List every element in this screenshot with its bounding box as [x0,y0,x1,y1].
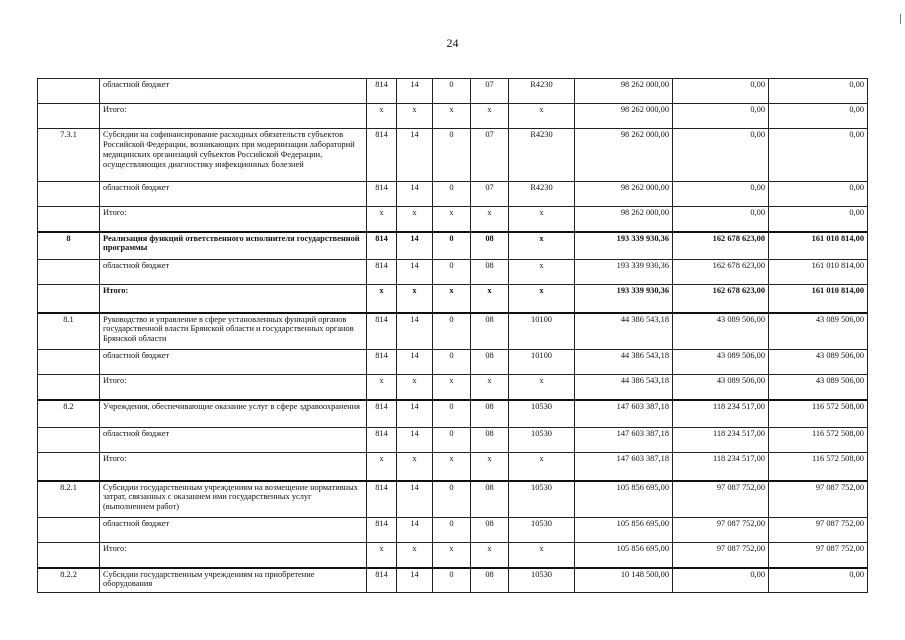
code-program: 08 [471,350,509,375]
code-grbs: 814 [367,182,397,207]
row-name: Субсидии государственным учреждениям на возмещение нормативных затрат, связанных с оказанием ими государственных услуг (выполнением работ) [100,481,367,518]
code-direction: 10100 [509,350,575,375]
code-section: x [397,104,433,129]
amount-year-2: 162 678 623,00 [673,260,769,285]
amount-year-1: 105 856 695,00 [575,481,673,518]
code-grbs: 814 [367,428,397,453]
code-program: 08 [471,568,509,593]
table-row [38,568,868,593]
code-subsection: x [433,207,471,232]
code-program: 07 [471,182,509,207]
code-direction: x [509,543,575,568]
code-direction: x [509,375,575,400]
code-direction: 10100 [509,313,575,350]
code-program: 08 [471,481,509,518]
row-name: областной бюджет [100,428,367,453]
table-row [38,375,868,400]
amount-year-2: 43 089 506,00 [673,313,769,350]
row-name: Итого: [100,207,367,232]
table-row [38,79,868,104]
row-number [38,79,100,104]
code-subsection: x [433,104,471,129]
code-section: 14 [397,518,433,543]
amount-year-2: 43 089 506,00 [673,350,769,375]
code-section: 14 [397,79,433,104]
code-direction: x [509,207,575,232]
code-section: x [397,207,433,232]
code-direction: 10530 [509,518,575,543]
code-direction: x [509,453,575,481]
code-subsection: 0 [433,129,471,182]
code-direction: R4230 [509,129,575,182]
code-section: 14 [397,182,433,207]
amount-year-2: 97 087 752,00 [673,518,769,543]
code-program: x [471,207,509,232]
code-direction: x [509,285,575,313]
table-row [38,207,868,232]
code-grbs: x [367,207,397,232]
code-direction: 10530 [509,400,575,428]
code-direction: 10530 [509,428,575,453]
code-direction: R4230 [509,182,575,207]
table-row [38,182,868,207]
amount-year-3: 0,00 [769,129,868,182]
code-subsection: 0 [433,350,471,375]
amount-year-3: 97 087 752,00 [769,481,868,518]
code-subsection: 0 [433,428,471,453]
amount-year-3: 43 089 506,00 [769,313,868,350]
code-grbs: 814 [367,232,397,260]
code-section: x [397,375,433,400]
code-section: 14 [397,260,433,285]
code-program: 07 [471,129,509,182]
code-grbs: 814 [367,481,397,518]
amount-year-3: 43 089 506,00 [769,350,868,375]
amount-year-3: 0,00 [769,207,868,232]
amount-year-1: 44 386 543,18 [575,313,673,350]
row-number: 8.2 [38,400,100,428]
table-row [38,428,868,453]
amount-year-1: 98 262 000,00 [575,79,673,104]
amount-year-1: 98 262 000,00 [575,104,673,129]
amount-year-1: 44 386 543,18 [575,350,673,375]
row-number: 8.1 [38,313,100,350]
row-number [38,428,100,453]
code-grbs: x [367,285,397,313]
amount-year-3: 161 010 814,00 [769,285,868,313]
code-section: 14 [397,313,433,350]
amount-year-3: 0,00 [769,182,868,207]
amount-year-3: 43 089 506,00 [769,375,868,400]
amount-year-2: 162 678 623,00 [673,232,769,260]
code-subsection: 0 [433,260,471,285]
amount-year-1: 193 339 930,36 [575,232,673,260]
code-grbs: x [367,453,397,481]
code-subsection: 0 [433,232,471,260]
code-grbs: x [367,543,397,568]
code-section: 14 [397,428,433,453]
code-section: 14 [397,232,433,260]
row-number [38,260,100,285]
amount-year-2: 0,00 [673,129,769,182]
amount-year-2: 162 678 623,00 [673,285,769,313]
code-subsection: 0 [433,400,471,428]
amount-year-2: 0,00 [673,207,769,232]
amount-year-1: 193 339 930,36 [575,285,673,313]
code-grbs: 814 [367,568,397,593]
row-number [38,207,100,232]
table-row [38,232,868,260]
table-row [38,453,868,481]
code-subsection: 0 [433,313,471,350]
code-subsection: 0 [433,518,471,543]
amount-year-3: 97 087 752,00 [769,543,868,568]
row-name: Учреждения, обеспечивающие оказание услуг в сфере здравоохранения [100,400,367,428]
code-section: x [397,285,433,313]
code-program: 08 [471,428,509,453]
code-section: 14 [397,568,433,593]
code-section: 14 [397,400,433,428]
code-direction: x [509,104,575,129]
code-program: 08 [471,518,509,543]
code-program: 08 [471,313,509,350]
code-grbs: 814 [367,129,397,182]
code-program: x [471,453,509,481]
table-row [38,543,868,568]
amount-year-2: 118 234 517,00 [673,428,769,453]
amount-year-2: 0,00 [673,104,769,129]
amount-year-1: 98 262 000,00 [575,207,673,232]
amount-year-1: 98 262 000,00 [575,182,673,207]
amount-year-2: 0,00 [673,182,769,207]
code-program: 08 [471,232,509,260]
code-grbs: 814 [367,518,397,543]
amount-year-1: 98 262 000,00 [575,129,673,182]
budget-table [37,78,868,593]
code-section: 14 [397,481,433,518]
code-subsection: 0 [433,481,471,518]
amount-year-2: 118 234 517,00 [673,400,769,428]
amount-year-2: 43 089 506,00 [673,375,769,400]
row-number [38,453,100,481]
row-number: 8 [38,232,100,260]
amount-year-3: 0,00 [769,79,868,104]
code-subsection: x [433,453,471,481]
amount-year-1: 193 339 930,36 [575,260,673,285]
amount-year-2: 97 087 752,00 [673,543,769,568]
code-subsection: x [433,543,471,568]
amount-year-1: 10 148 500,00 [575,568,673,593]
row-name: Итого: [100,285,367,313]
row-number: 7.3.1 [38,129,100,182]
amount-year-3: 116 572 508,00 [769,453,868,481]
row-name: областной бюджет [100,260,367,285]
row-name: областной бюджет [100,79,367,104]
table-row [38,285,868,313]
row-number [38,285,100,313]
code-direction: x [509,260,575,285]
code-program: 08 [471,400,509,428]
amount-year-3: 0,00 [769,568,868,593]
amount-year-3: 161 010 814,00 [769,260,868,285]
row-name: областной бюджет [100,350,367,375]
code-subsection: 0 [433,79,471,104]
row-number [38,104,100,129]
code-grbs: x [367,375,397,400]
table-row [38,350,868,375]
amount-year-1: 147 603 387,18 [575,428,673,453]
code-grbs: 814 [367,79,397,104]
code-program: 08 [471,260,509,285]
table-row [38,104,868,129]
row-name: областной бюджет [100,182,367,207]
amount-year-2: 97 087 752,00 [673,481,769,518]
code-grbs: 814 [367,400,397,428]
amount-year-2: 0,00 [673,568,769,593]
row-name: Реализация функций ответственного исполнителя государственной программы [100,232,367,260]
code-section: x [397,543,433,568]
code-grbs: 814 [367,313,397,350]
amount-year-1: 147 603 387,18 [575,453,673,481]
code-program: 07 [471,79,509,104]
row-name: Субсидии государственным учреждениям на приобретение оборудования [100,568,367,593]
code-section: 14 [397,129,433,182]
code-direction: 10530 [509,568,575,593]
code-subsection: x [433,375,471,400]
amount-year-1: 105 856 695,00 [575,543,673,568]
amount-year-1: 147 603 387,18 [575,400,673,428]
row-number: 8.2.2 [38,568,100,593]
table-row [38,129,868,182]
amount-year-1: 44 386 543,18 [575,375,673,400]
code-grbs: 814 [367,350,397,375]
row-name: Итого: [100,104,367,129]
table-row [38,481,868,518]
table-row [38,400,868,428]
code-direction: x [509,232,575,260]
page-number: 24 [446,36,459,50]
amount-year-1: 105 856 695,00 [575,518,673,543]
row-number [38,543,100,568]
row-name: Субсидии на софинансирование расходных обязательств субъектов Российской Федерации, возникающих при модернизации лабораторий медицинских организаций субъектов Российской Федерации, осуществляющих диагностику инфекционных болезней [100,129,367,182]
amount-year-3: 0,00 [769,104,868,129]
amount-year-3: 97 087 752,00 [769,518,868,543]
code-grbs: 814 [367,260,397,285]
row-name: областной бюджет [100,518,367,543]
amount-year-2: 118 234 517,00 [673,453,769,481]
code-direction: R4230 [509,79,575,104]
code-subsection: 0 [433,182,471,207]
code-program: x [471,375,509,400]
row-number [38,375,100,400]
code-subsection: x [433,285,471,313]
row-name: Руководство и управление в сфере установленных функций органов государственной власти Брянской области и государственных органов Брянской области [100,313,367,350]
row-name: Итого: [100,543,367,568]
code-direction: 10530 [509,481,575,518]
amount-year-3: 161 010 814,00 [769,232,868,260]
row-number [38,350,100,375]
code-program: x [471,104,509,129]
amount-year-3: 116 572 508,00 [769,400,868,428]
code-grbs: x [367,104,397,129]
code-program: x [471,285,509,313]
row-number [38,182,100,207]
page-edge-mark [900,14,901,24]
row-name: Итого: [100,453,367,481]
code-subsection: 0 [433,568,471,593]
code-section: x [397,453,433,481]
row-number [38,518,100,543]
code-section: 14 [397,350,433,375]
row-name: Итого: [100,375,367,400]
amount-year-2: 0,00 [673,79,769,104]
row-number: 8.2.1 [38,481,100,518]
table-row [38,313,868,350]
table-row [38,518,868,543]
table-row [38,260,868,285]
code-program: x [471,543,509,568]
amount-year-3: 116 572 508,00 [769,428,868,453]
